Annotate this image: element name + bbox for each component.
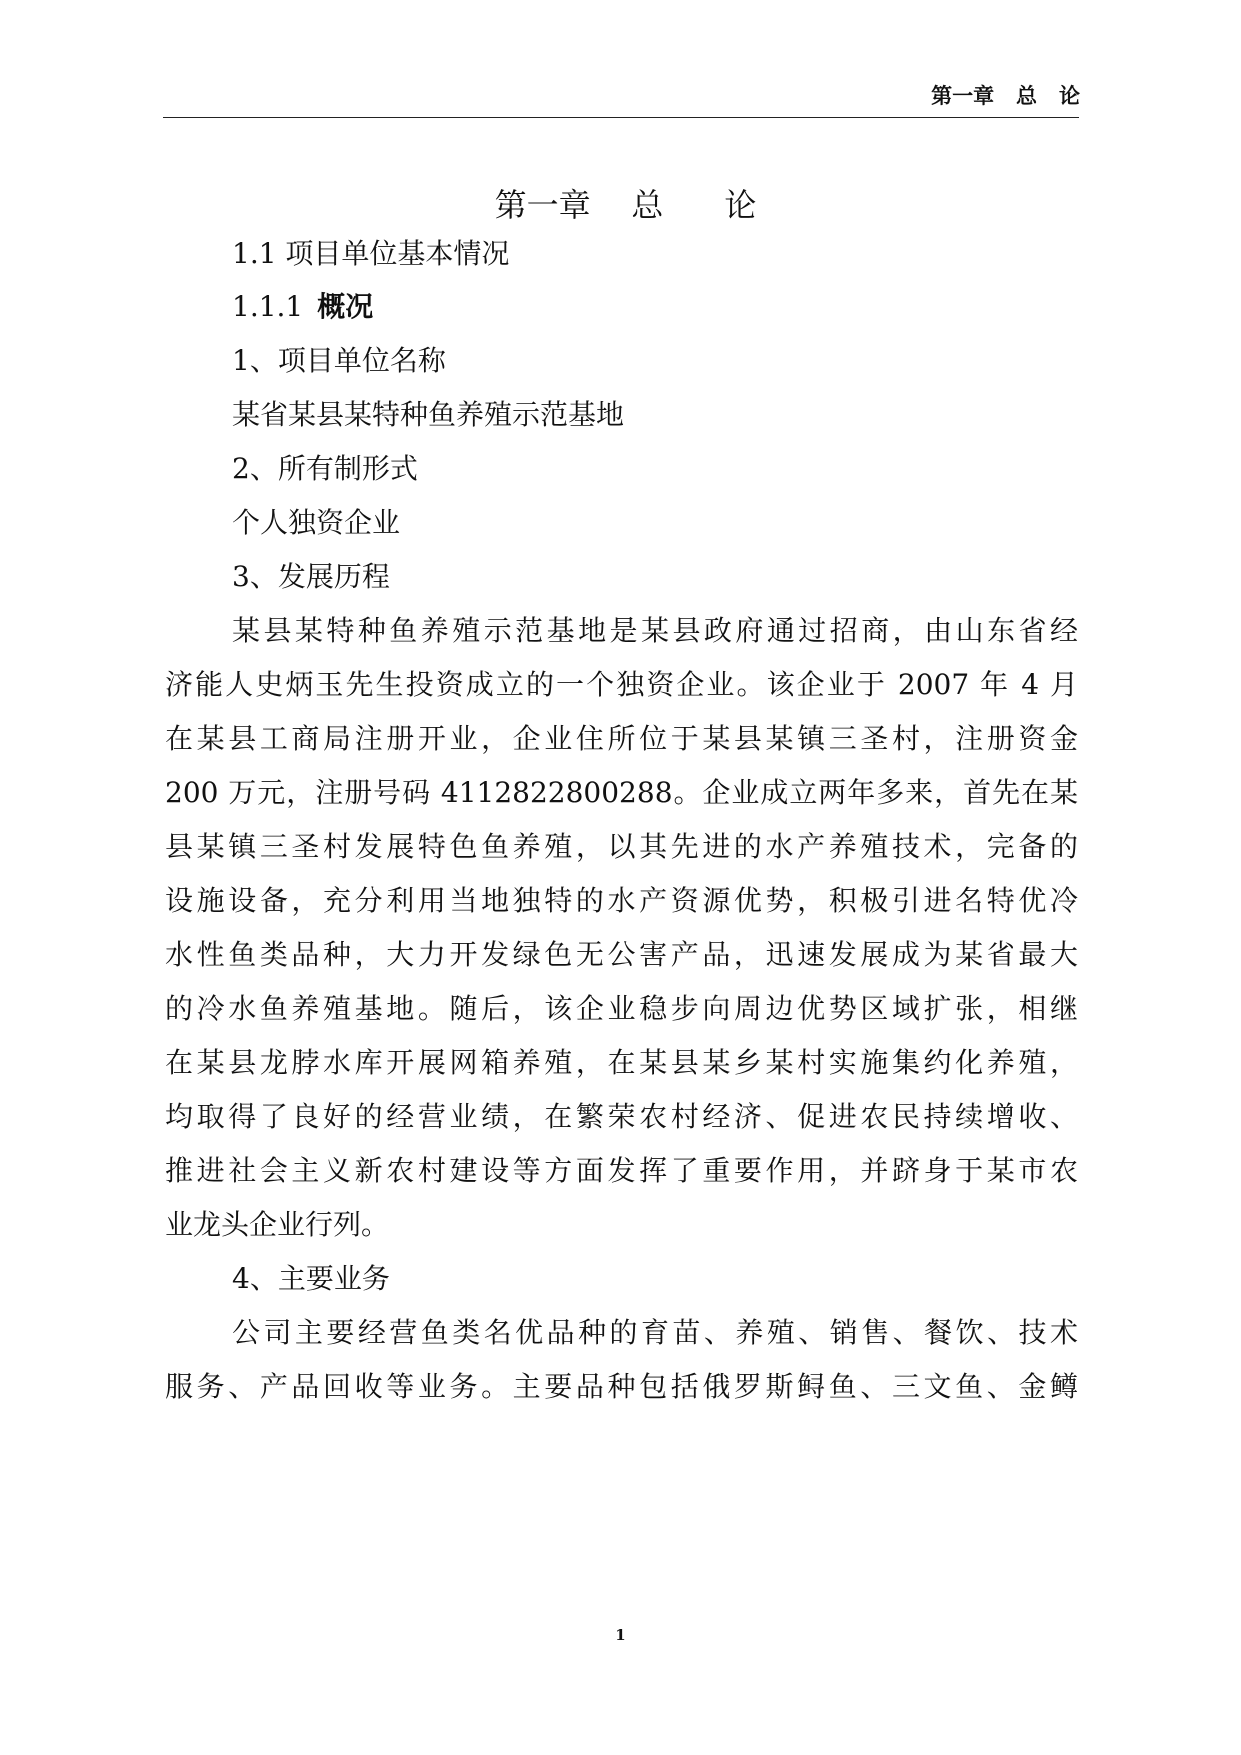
paragraph-1-line: 在某县龙脖水库开展网箱养殖，在某县某乡某村实施集约化养殖， — [165, 1046, 1078, 1079]
paragraph-1-line: 的冷水鱼养殖基地。随后，该企业稳步向周边优势区域扩张，相继 — [165, 992, 1078, 1025]
running-header: 第一章 总 论 — [931, 84, 1080, 108]
paragraph-2-line: 服务、产品回收等业务。主要品种包括俄罗斯鲟鱼、三文鱼、金鳟 — [165, 1370, 1078, 1403]
item-3-label: 3、发展历程 — [232, 560, 390, 593]
header-rule — [163, 117, 1079, 118]
section-number: 1.1.1 — [232, 290, 304, 323]
section-title: 概况 — [317, 290, 374, 323]
item-1-label: 1、项目单位名称 — [232, 344, 446, 377]
section-heading-1-1-1 — [232, 290, 374, 323]
page-number: 1 — [615, 1626, 626, 1644]
paragraph-1-line: 200 万元，注册号码 4112822800288。企业成立两年多来，首先在某 — [165, 776, 1078, 809]
paragraph-1-line: 某县某特种鱼养殖示范基地是某县政府通过招商，由山东省经 — [232, 614, 1078, 647]
paragraph-1-line: 均取得了良好的经营业绩，在繁荣农村经济、促进农民持续增收、 — [165, 1100, 1078, 1133]
item-2-label: 2、所有制形式 — [232, 452, 418, 485]
paragraph-2-line: 公司主要经营鱼类名优品种的育苗、养殖、销售、餐饮、技术 — [232, 1316, 1078, 1349]
item-2-value: 个人独资企业 — [232, 506, 401, 539]
paragraph-1-line: 县某镇三圣村发展特色鱼养殖，以其先进的水产养殖技术，完备的 — [165, 830, 1078, 863]
paragraph-1-line: 业龙头企业行列。 — [165, 1208, 390, 1241]
item-4-label: 4、主要业务 — [232, 1262, 390, 1295]
paragraph-1-line: 推进社会主义新农村建设等方面发挥了重要作用，并跻身于某市农 — [165, 1154, 1078, 1187]
paragraph-1-line: 水性鱼类品种，大力开发绿色无公害产品，迅速发展成为某省最大 — [165, 938, 1078, 971]
paragraph-1-line: 在某县工商局注册开业，企业住所位于某县某镇三圣村，注册资金 — [165, 722, 1078, 755]
chapter-title: 第一章 总 论 — [494, 186, 757, 224]
paragraph-1-line: 济能人史炳玉先生投资成立的一个独资企业。该企业于 2007 年 4 月 — [165, 668, 1078, 701]
paragraph-1-line: 设施设备，充分利用当地独特的水产资源优势，积极引进名特优冷 — [165, 884, 1078, 917]
item-1-value: 某省某县某特种鱼养殖示范基地 — [232, 398, 625, 431]
section-heading-1-1: 1.1 项目单位基本情况 — [232, 237, 510, 270]
